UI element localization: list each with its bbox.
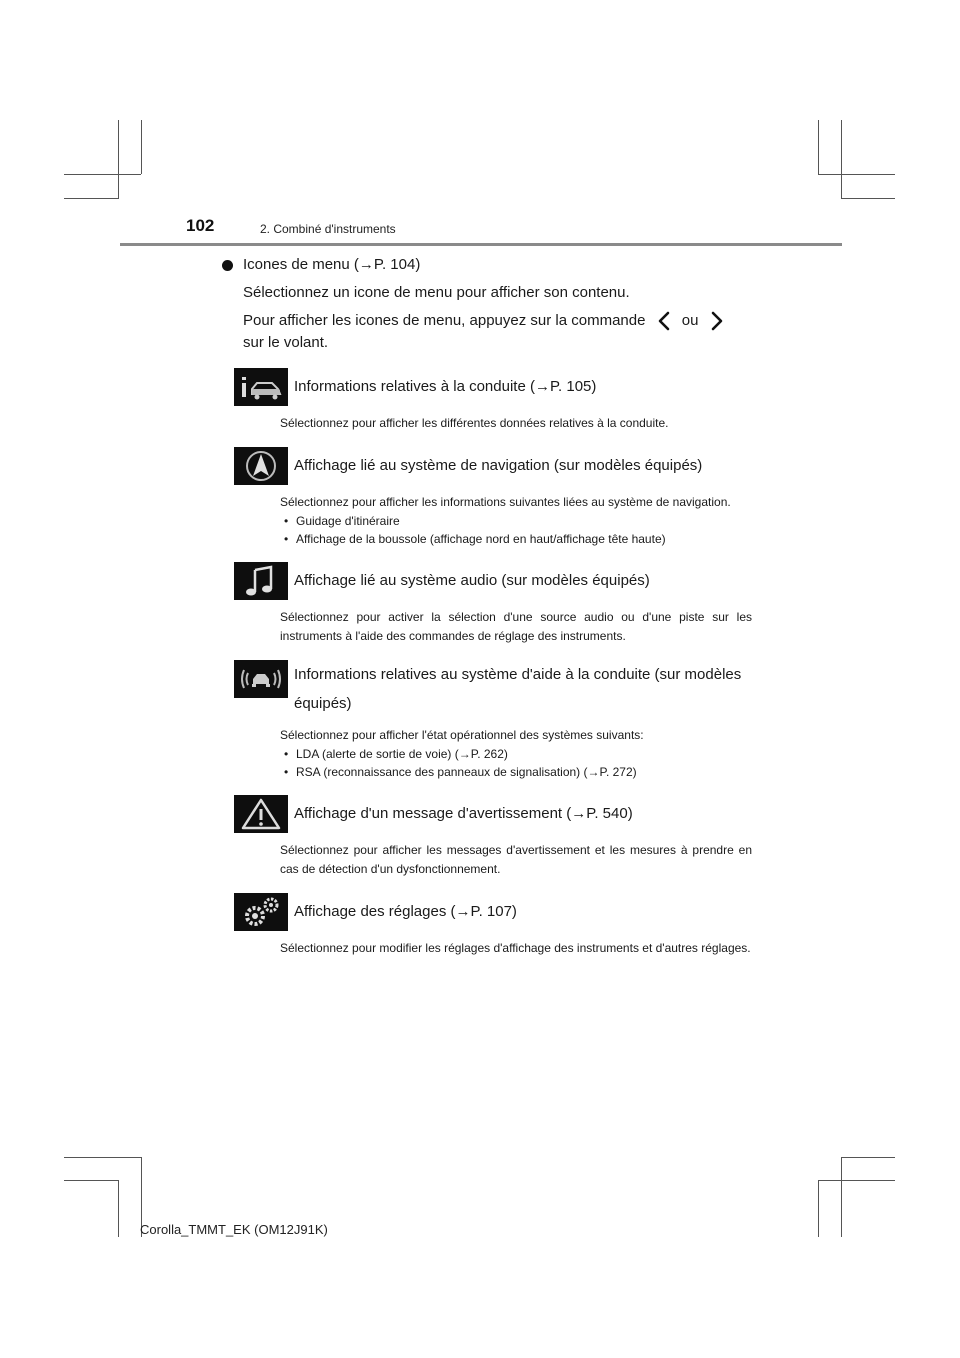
chevron-left-icon: [658, 311, 670, 331]
crop-mark: [818, 120, 819, 174]
music-note-icon: [234, 562, 288, 600]
entry-description: Sélectionnez pour afficher les informations suivantes liées au système de navigation.: [280, 495, 731, 509]
menu-entry-driving-info: [234, 368, 752, 433]
crop-mark: [841, 198, 895, 199]
page-content: [222, 254, 752, 958]
list-item-text: RSA (reconnaissance des panneaux de signalisation) (→P. 272): [296, 765, 637, 779]
list-item: • LDA (alerte de sortie de voie) (→P. 262): [284, 747, 508, 761]
navigation-compass-icon: [234, 447, 288, 485]
chevron-right-icon: [711, 311, 723, 331]
entry-title-continued: équipés): [294, 695, 352, 712]
crop-mark: [818, 174, 895, 175]
entry-description: Sélectionnez pour afficher les différentes données relatives à la conduite.: [280, 416, 669, 430]
entry-description: Sélectionnez pour afficher l'état opérationnel des systèmes suivants:: [280, 728, 644, 742]
warning-triangle-icon: [234, 795, 288, 833]
entry-title: Affichage lié au système de navigation (sur modèles équipés): [294, 457, 703, 474]
crop-mark: [841, 1157, 842, 1237]
car-info-icon: [234, 368, 288, 406]
bullet-icon: [222, 260, 233, 271]
menu-entry-driving-assist: [234, 660, 752, 781]
list-item: • RSA (reconnaissance des panneaux de signalisation) (→P. 272): [284, 765, 637, 779]
crop-mark: [64, 198, 119, 199]
list-item: • Guidage d'itinéraire: [284, 514, 400, 528]
list-item-text: LDA (alerte de sortie de voie) (→P. 262): [296, 747, 508, 761]
crop-mark: [818, 1180, 842, 1181]
crop-mark: [841, 1180, 895, 1181]
section-heading-text: Icones de menu (→P. 104): [243, 256, 421, 273]
page-number: 102: [186, 216, 215, 235]
entry-description: Sélectionnez pour afficher les messages d'avertissement et les mesures à prendre en cas de détection d'un dysfonctionnement.: [280, 843, 752, 876]
entry-description: Sélectionnez pour activer la sélection d'une source audio ou d'une piste sur les instruments à l'aide des commandes de réglage des instruments.: [280, 610, 752, 643]
entry-title: Informations relatives à la conduite (→P. 105): [294, 378, 597, 395]
crop-mark: [818, 1180, 819, 1237]
menu-entry-warning: [234, 795, 752, 879]
entry-title: Affichage des réglages (→P. 107): [294, 903, 517, 920]
menu-entry-audio: [234, 562, 752, 646]
footer-document-id: Corolla_TMMT_EK (OM12J91K): [140, 1222, 328, 1237]
crop-mark: [64, 174, 141, 175]
intro-paragraph-command: [243, 310, 752, 354]
driving-assist-icon: [234, 660, 288, 698]
intro-text-or: ou: [681, 312, 699, 329]
entry-title: Affichage d'un message d'avertissement (→P. 540): [294, 805, 633, 822]
chapter-title: 2. Combiné d'instruments: [260, 222, 396, 236]
crop-mark: [64, 1180, 119, 1181]
entry-description: Sélectionnez pour modifier les réglages d'affichage des instruments et d'autres réglages.: [280, 941, 751, 955]
menu-entry-navigation: [234, 447, 752, 548]
list-item: • Affichage de la boussole (affichage nord en haut/affichage tête haute): [284, 532, 666, 546]
crop-mark: [841, 1157, 895, 1158]
entry-title: Affichage lié au système audio (sur modèles équipés): [294, 572, 650, 589]
settings-gears-icon: [234, 893, 288, 931]
list-item-text: Guidage d'itinéraire: [296, 514, 400, 528]
crop-mark: [118, 120, 119, 198]
crop-mark: [841, 120, 842, 198]
menu-entry-settings: [234, 893, 752, 958]
section-heading: [222, 254, 752, 276]
header-rule: [120, 243, 842, 246]
entry-title: Informations relatives au système d'aide à la conduite (sur modèles: [294, 666, 742, 683]
crop-mark: [64, 1157, 141, 1158]
crop-mark: [118, 1180, 119, 1237]
intro-paragraph: Sélectionnez un icone de menu pour afficher son contenu.: [243, 284, 630, 301]
intro-text-after: sur le volant.: [243, 334, 329, 351]
list-item-text: Affichage de la boussole (affichage nord en haut/affichage tête haute): [296, 532, 666, 546]
intro-text-before: Pour afficher les icones de menu, appuyez sur la commande: [243, 312, 646, 329]
crop-mark: [141, 120, 142, 174]
